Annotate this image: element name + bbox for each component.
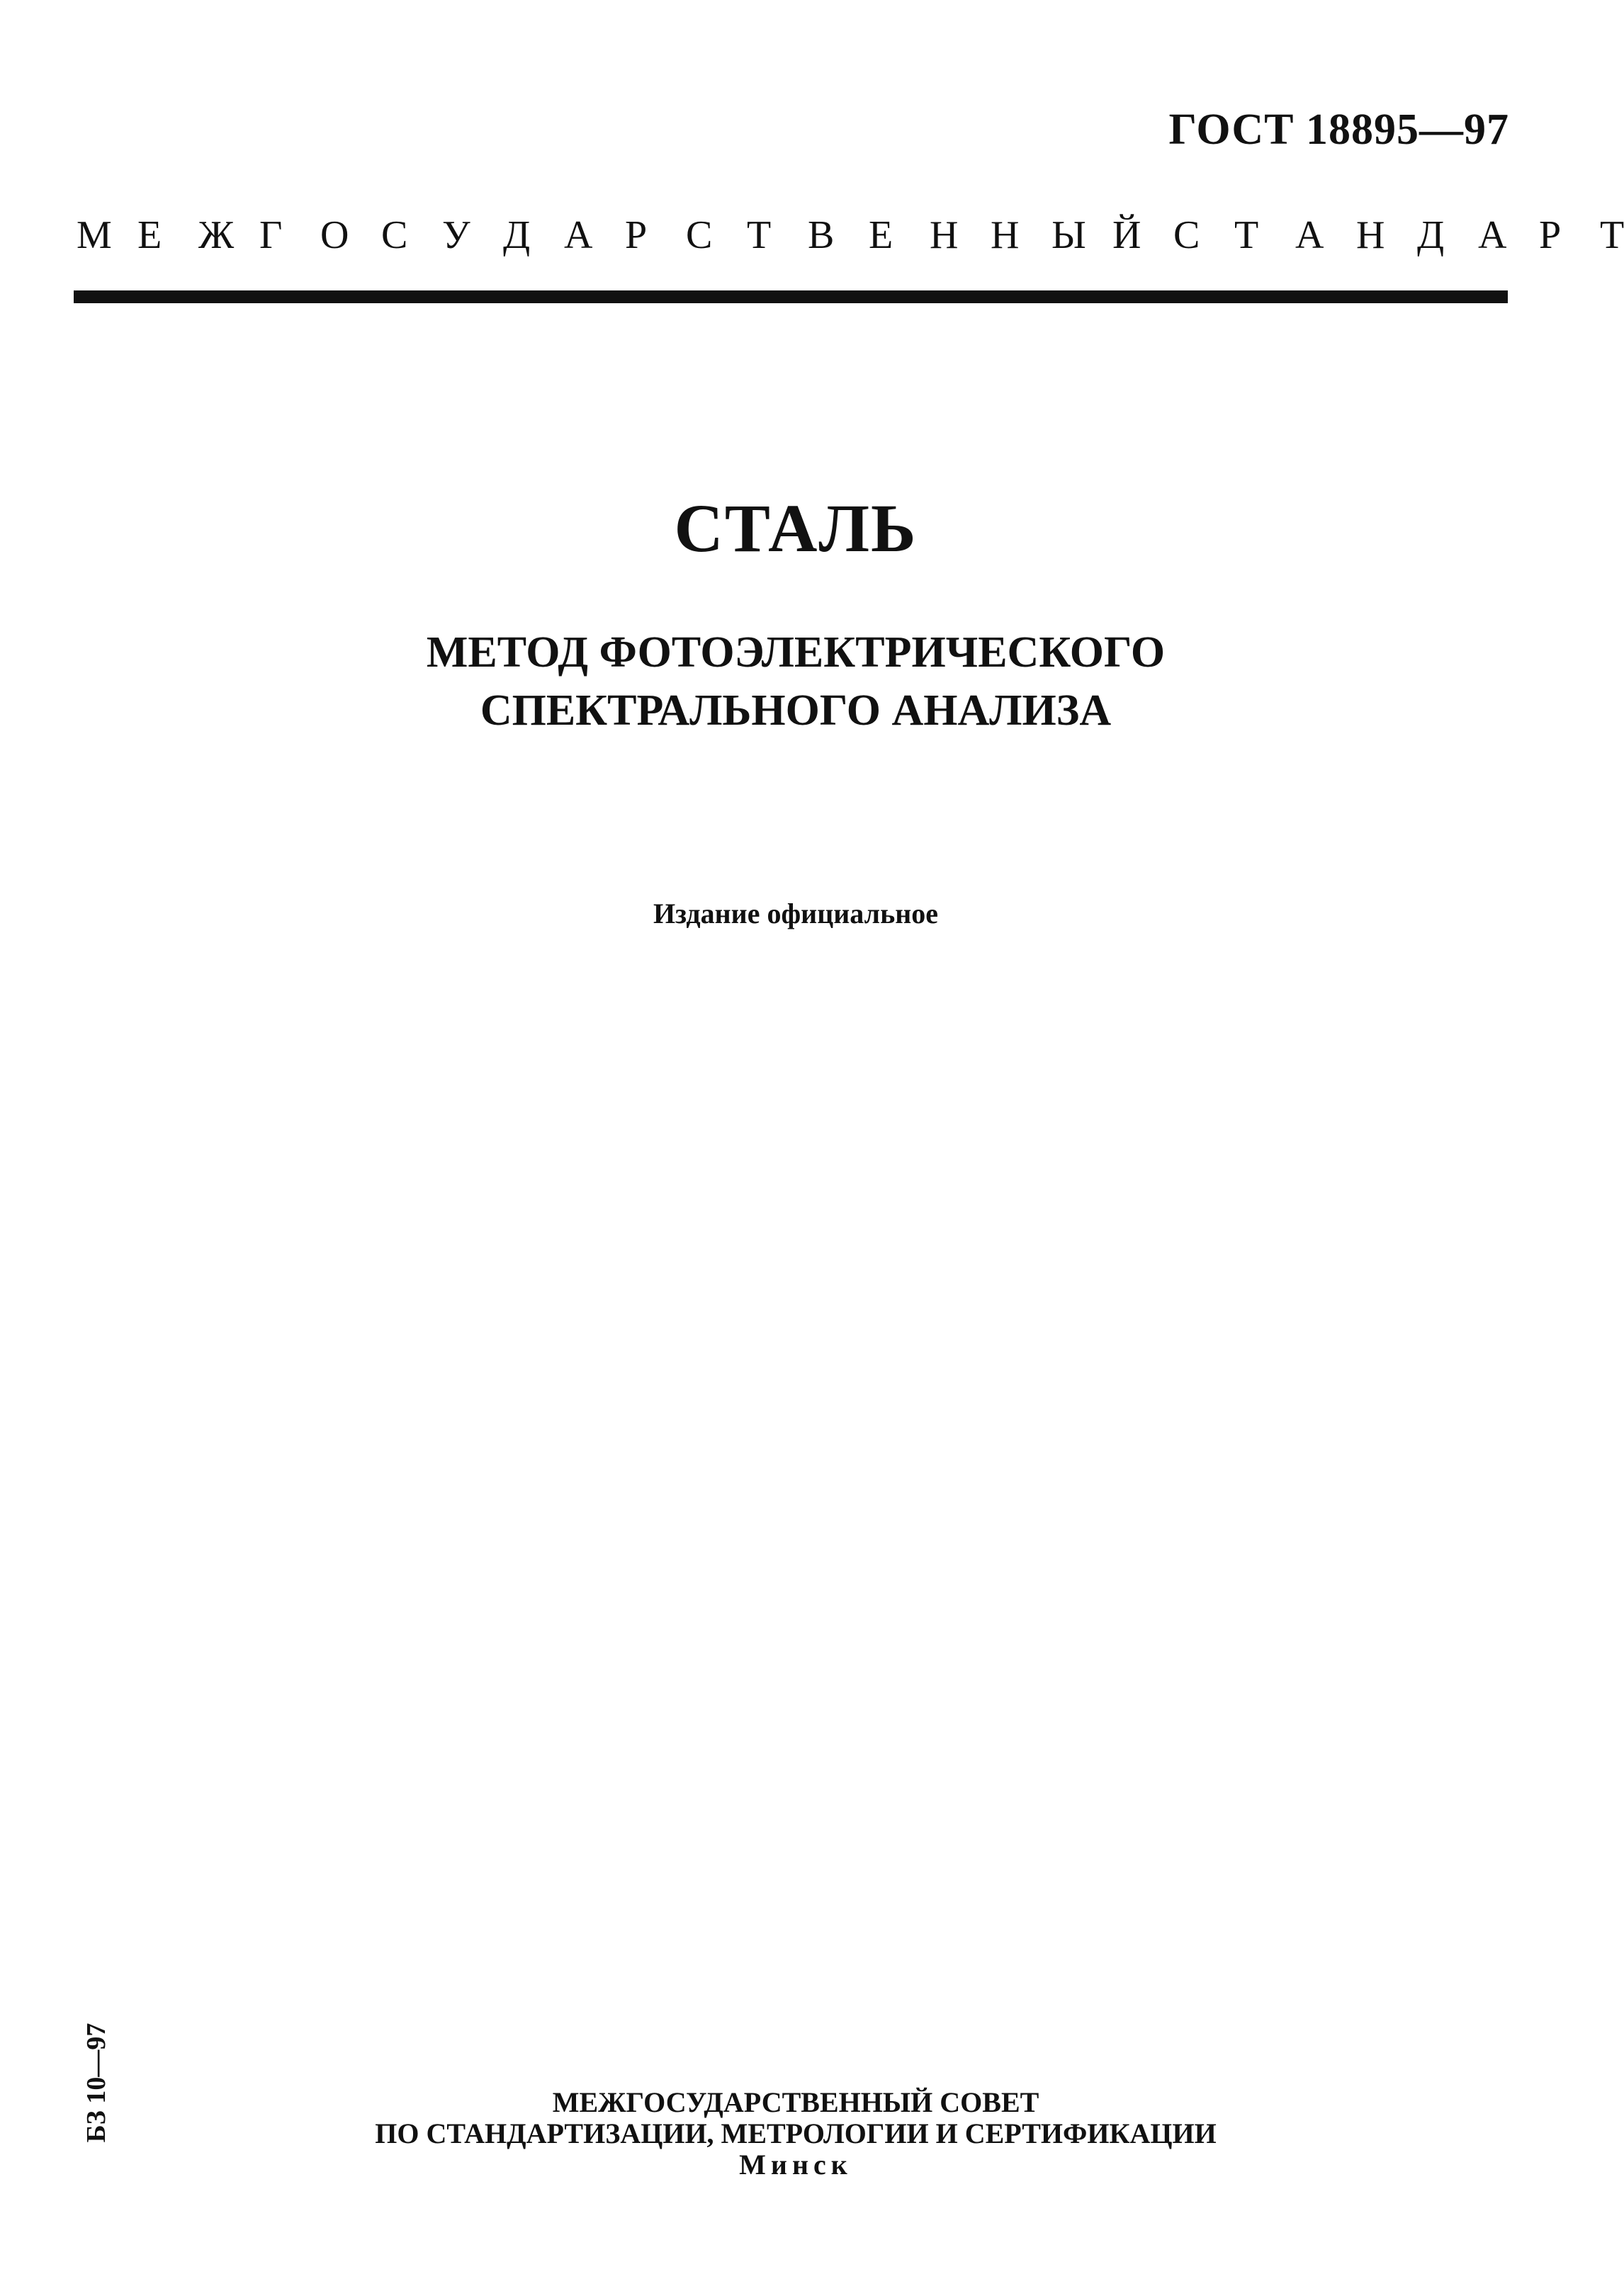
- category-letter: С: [381, 213, 408, 257]
- publisher-line-1: МЕЖГОСУДАРСТВЕННЫЙ СОВЕТ: [552, 2086, 1039, 2118]
- category-letter: О: [320, 213, 349, 257]
- subtitle-line-2: СПЕКТРАЛЬНОГО АНАЛИЗА: [480, 686, 1112, 735]
- category-letter: Т: [747, 213, 772, 257]
- category-letter: Г: [259, 213, 283, 257]
- category-letter: Р: [1539, 213, 1562, 257]
- document-number: ГОСТ 18895—97: [1168, 106, 1509, 154]
- category-letter: Ж: [198, 213, 235, 257]
- category-letter: С: [686, 213, 713, 257]
- category-letter: Д: [503, 213, 531, 257]
- category-letter: А: [564, 213, 593, 257]
- category-letter: Й: [1112, 213, 1141, 257]
- standard-category-header: [77, 213, 1624, 258]
- category-letter: Е: [869, 213, 893, 257]
- document-subtitle: [0, 623, 1591, 740]
- publisher-city: Минск: [739, 2149, 852, 2181]
- category-letter: А: [1478, 213, 1507, 257]
- category-letter: Н: [991, 213, 1020, 257]
- category-letter: М: [77, 213, 112, 257]
- publisher-block: [0, 2087, 1591, 2181]
- category-letter: С: [1173, 213, 1200, 257]
- header-rule: [74, 290, 1508, 303]
- category-letter: Т: [1600, 213, 1624, 257]
- side-code-text: БЗ 10—97: [81, 2023, 111, 2143]
- document-title: СТАЛЬ: [674, 490, 918, 566]
- category-letter: Т: [1234, 213, 1259, 257]
- category-word-standard: [1173, 213, 1624, 258]
- category-letter: Н: [1356, 213, 1385, 257]
- edition-note: Издание официальное: [653, 898, 939, 929]
- category-letter: А: [1295, 213, 1324, 257]
- category-letter: Н: [930, 213, 959, 257]
- category-letter: Е: [137, 213, 162, 257]
- subtitle-line-1: МЕТОД ФОТОЭЛЕКТРИЧЕСКОГО: [426, 628, 1166, 677]
- publisher-line-2: ПО СТАНДАРТИЗАЦИИ, МЕТРОЛОГИИ И СЕРТИФИКАЦИИ: [375, 2117, 1217, 2149]
- category-letter: Д: [1417, 213, 1445, 257]
- category-word-interstate: [77, 213, 1173, 258]
- category-letter: В: [808, 213, 835, 257]
- category-letter: Ы: [1051, 213, 1086, 257]
- category-letter: Р: [625, 213, 648, 257]
- category-letter: У: [442, 213, 470, 257]
